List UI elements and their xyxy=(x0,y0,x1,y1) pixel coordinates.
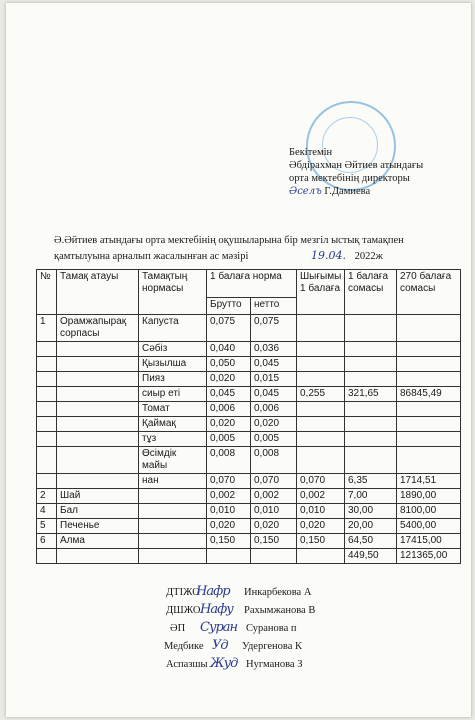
director-signature: Әселъ xyxy=(289,186,322,197)
title-line-2-row xyxy=(54,248,454,264)
cell-sum270 xyxy=(397,417,461,432)
table-row xyxy=(37,342,461,357)
cell-netto: 0,006 xyxy=(251,402,297,417)
cell-sum1: 7,00 xyxy=(345,489,397,504)
header-no: № xyxy=(37,270,57,315)
table-row xyxy=(37,504,461,519)
table-row xyxy=(37,489,461,504)
menu-table xyxy=(36,269,461,564)
header-sum270: 270 балаға сомасы xyxy=(397,270,461,315)
cell-sum270 xyxy=(397,357,461,372)
cell-product: Қаймақ xyxy=(139,417,207,432)
header-netto: нетто xyxy=(251,298,297,315)
cell-netto: 0,036 xyxy=(251,342,297,357)
cell-dish: Шай xyxy=(57,489,139,504)
cell-sum270: 8100,00 xyxy=(397,504,461,519)
cell-product: Пияз xyxy=(139,372,207,387)
cell-no: 5 xyxy=(37,519,57,534)
cell-brutto: 0,020 xyxy=(207,519,251,534)
document-title xyxy=(54,233,454,264)
table-row xyxy=(37,549,461,564)
cell-brutto: 0,070 xyxy=(207,474,251,489)
table-row xyxy=(37,357,461,372)
cell-sum1: 6,35 xyxy=(345,474,397,489)
cell-brutto: 0,040 xyxy=(207,342,251,357)
cell-sum270 xyxy=(397,432,461,447)
approval-line-3: орта мектебінің директоры xyxy=(289,173,410,184)
cell-yield xyxy=(297,417,345,432)
cell-brutto: 0,002 xyxy=(207,489,251,504)
header-yield: Шығымы 1 балаға xyxy=(297,270,345,315)
document-page xyxy=(6,3,471,717)
cell-netto: 0,020 xyxy=(251,417,297,432)
table-row xyxy=(37,534,461,549)
cell-no xyxy=(37,549,57,564)
cell-sum1 xyxy=(345,372,397,387)
approval-line-2: Әбдірахман Әйтиев атындағы xyxy=(289,160,424,171)
header-sum1: 1 балаға сомасы xyxy=(345,270,397,315)
cell-dish: Алма xyxy=(57,534,139,549)
cell-brutto: 0,020 xyxy=(207,417,251,432)
cell-sum270: 1890,00 xyxy=(397,489,461,504)
table-row xyxy=(37,447,461,474)
signature-role: ДШЖО xyxy=(166,605,201,616)
approval-signature-line xyxy=(289,185,423,198)
cell-brutto: 0,008 xyxy=(207,447,251,474)
signature-name: Рахымжанова В xyxy=(244,605,316,616)
approval-block xyxy=(289,146,423,198)
cell-product xyxy=(139,504,207,519)
cell-sum1 xyxy=(345,315,397,342)
cell-brutto: 0,075 xyxy=(207,315,251,342)
cell-sum1: 30,00 xyxy=(345,504,397,519)
cell-sum1 xyxy=(345,417,397,432)
table-row xyxy=(37,432,461,447)
cell-yield: 0,255 xyxy=(297,387,345,402)
header-brutto: Брутто xyxy=(207,298,251,315)
header-norm: Тамақтың нормасы xyxy=(139,270,207,315)
cell-yield xyxy=(297,357,345,372)
cell-sum1 xyxy=(345,432,397,447)
title-year: 2022ж xyxy=(354,251,383,262)
cell-no xyxy=(37,447,57,474)
cell-product xyxy=(139,534,207,549)
table-row xyxy=(37,417,461,432)
cell-dish xyxy=(57,372,139,387)
cell-sum270 xyxy=(397,342,461,357)
cell-sum270 xyxy=(397,447,461,474)
handwritten-signature: Нафу xyxy=(200,602,233,617)
table-header-row xyxy=(37,270,461,298)
cell-product: Сәбіз xyxy=(139,342,207,357)
handwritten-signature: Суран xyxy=(200,620,238,635)
cell-netto: 0,015 xyxy=(251,372,297,387)
cell-sum270 xyxy=(397,315,461,342)
cell-sum270 xyxy=(397,402,461,417)
cell-product: Капуста xyxy=(139,315,207,342)
cell-brutto xyxy=(207,549,251,564)
table-row xyxy=(37,315,461,342)
handwritten-signature: Нафр xyxy=(196,584,230,599)
cell-yield: 0,010 xyxy=(297,504,345,519)
cell-no xyxy=(37,372,57,387)
cell-product xyxy=(139,549,207,564)
cell-dish xyxy=(57,549,139,564)
cell-no: 6 xyxy=(37,534,57,549)
cell-yield xyxy=(297,549,345,564)
cell-dish xyxy=(57,447,139,474)
cell-netto: 0,008 xyxy=(251,447,297,474)
cell-netto: 0,075 xyxy=(251,315,297,342)
cell-yield xyxy=(297,372,345,387)
handwritten-signature: Жуд xyxy=(210,656,238,671)
cell-dish: Бал xyxy=(57,504,139,519)
cell-brutto: 0,150 xyxy=(207,534,251,549)
cell-product: Томат xyxy=(139,402,207,417)
cell-product xyxy=(139,489,207,504)
cell-netto: 0,150 xyxy=(251,534,297,549)
cell-brutto: 0,005 xyxy=(207,432,251,447)
cell-dish xyxy=(57,387,139,402)
table-row xyxy=(37,372,461,387)
header-dish: Тамақ атауы xyxy=(57,270,139,315)
title-line-1: Ә.Әйтиев атындағы орта мектебінің оқушыларына бір мезгіл ыстық тамақпен xyxy=(54,235,404,246)
cell-dish: Орамжапырақ сорпасы xyxy=(57,315,139,342)
cell-product: сиыр еті xyxy=(139,387,207,402)
cell-sum1 xyxy=(345,357,397,372)
cell-netto: 0,045 xyxy=(251,357,297,372)
cell-sum270: 5400,00 xyxy=(397,519,461,534)
cell-product: нан xyxy=(139,474,207,489)
cell-yield: 0,020 xyxy=(297,519,345,534)
cell-dish xyxy=(57,474,139,489)
cell-sum270: 1714,51 xyxy=(397,474,461,489)
cell-product: тұз xyxy=(139,432,207,447)
cell-brutto: 0,006 xyxy=(207,402,251,417)
cell-netto: 0,045 xyxy=(251,387,297,402)
header-child-norm: 1 балаға норма xyxy=(207,270,297,298)
cell-no xyxy=(37,342,57,357)
cell-brutto: 0,010 xyxy=(207,504,251,519)
signature-role: ДТІЖО xyxy=(166,587,200,598)
cell-sum1: 20,00 xyxy=(345,519,397,534)
cell-sum270: 121365,00 xyxy=(397,549,461,564)
cell-netto: 0,020 xyxy=(251,519,297,534)
signature-name: Удергенова К xyxy=(242,641,303,652)
approval-line-1: Бекітемін xyxy=(289,147,333,158)
cell-dish xyxy=(57,402,139,417)
table-row xyxy=(37,387,461,402)
cell-product: Өсімдік майы xyxy=(139,447,207,474)
cell-no xyxy=(37,417,57,432)
table-row xyxy=(37,474,461,489)
handwritten-date: 19.04. xyxy=(311,249,347,262)
cell-brutto: 0,020 xyxy=(207,372,251,387)
cell-no xyxy=(37,474,57,489)
cell-yield xyxy=(297,447,345,474)
cell-no xyxy=(37,402,57,417)
cell-sum1: 449,50 xyxy=(345,549,397,564)
cell-dish xyxy=(57,432,139,447)
cell-netto: 0,002 xyxy=(251,489,297,504)
signature-name: Нугманова З xyxy=(246,659,303,670)
cell-yield xyxy=(297,342,345,357)
signature-role: Аспазшы xyxy=(166,659,208,670)
cell-no xyxy=(37,387,57,402)
cell-dish xyxy=(57,417,139,432)
cell-dish: Печенье xyxy=(57,519,139,534)
cell-dish xyxy=(57,342,139,357)
cell-netto: 0,070 xyxy=(251,474,297,489)
cell-no: 2 xyxy=(37,489,57,504)
cell-yield: 0,070 xyxy=(297,474,345,489)
cell-sum1 xyxy=(345,342,397,357)
cell-no xyxy=(37,357,57,372)
table-body xyxy=(37,315,461,564)
table-row xyxy=(37,519,461,534)
cell-no xyxy=(37,432,57,447)
cell-brutto: 0,045 xyxy=(207,387,251,402)
cell-yield xyxy=(297,315,345,342)
cell-sum270: 17415,00 xyxy=(397,534,461,549)
cell-no: 1 xyxy=(37,315,57,342)
title-line-2: қамтылуына арналып жасалынған ас мәзірі xyxy=(54,251,249,262)
cell-product: Қызылша xyxy=(139,357,207,372)
cell-yield: 0,150 xyxy=(297,534,345,549)
cell-no: 4 xyxy=(37,504,57,519)
cell-netto: 0,005 xyxy=(251,432,297,447)
cell-netto: 0,010 xyxy=(251,504,297,519)
cell-product xyxy=(139,519,207,534)
cell-sum1 xyxy=(345,402,397,417)
cell-dish xyxy=(57,357,139,372)
cell-brutto: 0,050 xyxy=(207,357,251,372)
cell-sum270 xyxy=(397,372,461,387)
cell-yield xyxy=(297,402,345,417)
cell-sum1 xyxy=(345,447,397,474)
table-row xyxy=(37,402,461,417)
cell-sum270: 86845,49 xyxy=(397,387,461,402)
cell-yield: 0,002 xyxy=(297,489,345,504)
cell-yield xyxy=(297,432,345,447)
signature-name: Инкарбекова А xyxy=(244,587,312,598)
cell-netto xyxy=(251,549,297,564)
director-name: Г.Дамиева xyxy=(324,186,371,197)
signature-role: ӘП xyxy=(170,623,186,634)
handwritten-signature: Уд xyxy=(212,638,228,653)
signature-name: Суранова п xyxy=(246,623,297,634)
cell-sum1: 64,50 xyxy=(345,534,397,549)
signature-role: Медбике xyxy=(164,641,204,652)
cell-sum1: 321,65 xyxy=(345,387,397,402)
